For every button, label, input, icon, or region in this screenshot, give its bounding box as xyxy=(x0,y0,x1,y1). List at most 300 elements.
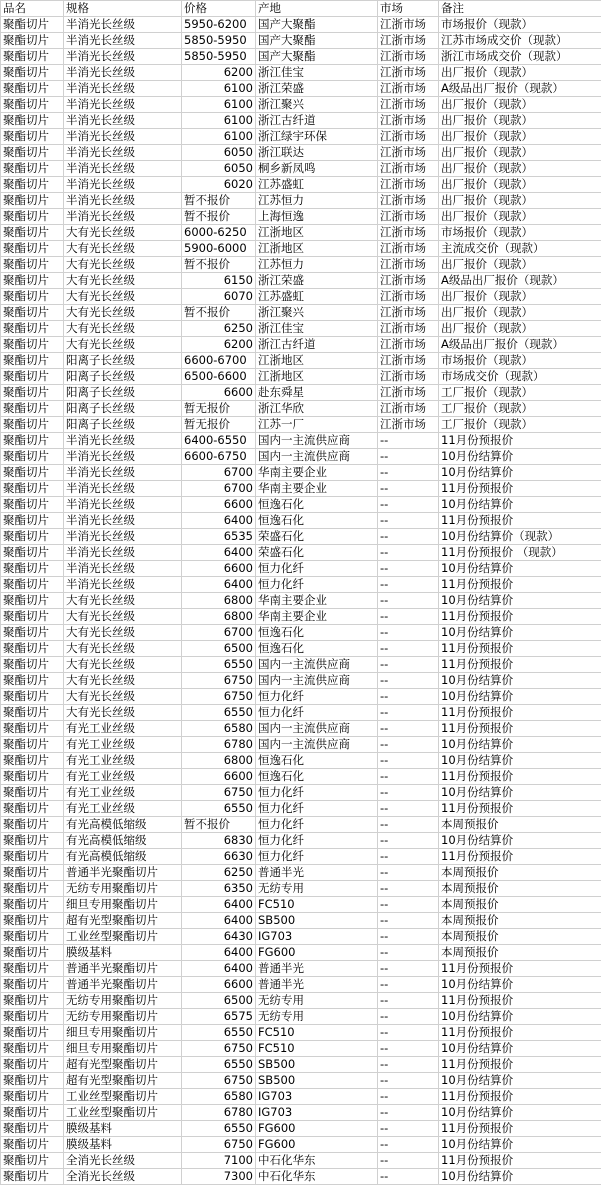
cell-price: 6600 xyxy=(182,769,256,785)
cell-product: 聚酯切片 xyxy=(1,689,64,705)
cell-origin: 江浙地区 xyxy=(256,353,378,369)
table-row xyxy=(1,17,601,33)
table-row xyxy=(1,657,601,673)
table-row xyxy=(1,625,601,641)
cell-spec: 半消光长丝级 xyxy=(64,161,182,177)
table-row xyxy=(1,673,601,689)
cell-price: 6400 xyxy=(182,513,256,529)
cell-product: 聚酯切片 xyxy=(1,81,64,97)
cell-origin: 无纺专用 xyxy=(256,993,378,1009)
cell-market: -- xyxy=(378,673,439,689)
table-row xyxy=(1,769,601,785)
cell-product: 聚酯切片 xyxy=(1,1041,64,1057)
cell-market: 江浙市场 xyxy=(378,49,439,65)
cell-price: 6430 xyxy=(182,929,256,945)
cell-market: -- xyxy=(378,1089,439,1105)
table-row xyxy=(1,785,601,801)
cell-spec: 半消光长丝级 xyxy=(64,193,182,209)
table-row xyxy=(1,929,601,945)
cell-remark: 10月份结算价 xyxy=(439,1009,601,1025)
table-row xyxy=(1,129,601,145)
cell-product: 聚酯切片 xyxy=(1,257,64,273)
cell-price: 6500 xyxy=(182,641,256,657)
table-row xyxy=(1,849,601,865)
table-row xyxy=(1,545,601,561)
cell-price: 6550 xyxy=(182,1057,256,1073)
cell-price: 6750 xyxy=(182,1041,256,1057)
cell-origin: 恒逸石化 xyxy=(256,497,378,513)
cell-spec: 半消光长丝级 xyxy=(64,49,182,65)
cell-remark: 10月份结算价 xyxy=(439,1105,601,1121)
cell-market: -- xyxy=(378,817,439,833)
cell-spec: 大有光长丝级 xyxy=(64,321,182,337)
cell-price: 6750 xyxy=(182,1137,256,1153)
cell-market: -- xyxy=(378,865,439,881)
cell-spec: 有光高模低缩级 xyxy=(64,817,182,833)
cell-product: 聚酯切片 xyxy=(1,385,64,401)
cell-price: 6100 xyxy=(182,81,256,97)
cell-spec: 大有光长丝级 xyxy=(64,241,182,257)
cell-price: 6575 xyxy=(182,1009,256,1025)
cell-price: 6400 xyxy=(182,913,256,929)
cell-market: -- xyxy=(378,753,439,769)
cell-remark: 出厂报价（现款） xyxy=(439,113,601,129)
cell-market: -- xyxy=(378,433,439,449)
cell-origin: 普通半光 xyxy=(256,977,378,993)
cell-product: 聚酯切片 xyxy=(1,545,64,561)
cell-origin: 浙江佳宝 xyxy=(256,321,378,337)
cell-market: -- xyxy=(378,785,439,801)
cell-price: 6750 xyxy=(182,785,256,801)
cell-market: -- xyxy=(378,577,439,593)
cell-market: -- xyxy=(378,801,439,817)
cell-product: 聚酯切片 xyxy=(1,833,64,849)
cell-price: 5850-5950 xyxy=(182,33,256,49)
cell-price: 6400 xyxy=(182,897,256,913)
cell-spec: 有光工业丝级 xyxy=(64,737,182,753)
cell-price: 暂不报价 xyxy=(182,209,256,225)
cell-spec: 大有光长丝级 xyxy=(64,289,182,305)
cell-market: -- xyxy=(378,1121,439,1137)
cell-spec: 半消光长丝级 xyxy=(64,129,182,145)
cell-remark: 工厂报价（现款） xyxy=(439,401,601,417)
cell-price: 6700 xyxy=(182,481,256,497)
cell-price: 6100 xyxy=(182,97,256,113)
cell-spec: 有光工业丝级 xyxy=(64,753,182,769)
cell-market: 江浙市场 xyxy=(378,33,439,49)
cell-price: 6800 xyxy=(182,593,256,609)
cell-market: -- xyxy=(378,641,439,657)
cell-remark: 10月份结算价 xyxy=(439,833,601,849)
cell-product: 聚酯切片 xyxy=(1,17,64,33)
cell-remark: 10月份结算价 xyxy=(439,561,601,577)
cell-product: 聚酯切片 xyxy=(1,497,64,513)
cell-origin: 恒力化纤 xyxy=(256,577,378,593)
cell-remark: 11月份预报价 xyxy=(439,481,601,497)
cell-price: 6100 xyxy=(182,113,256,129)
cell-market: -- xyxy=(378,1025,439,1041)
cell-remark: 10月份结算价 xyxy=(439,977,601,993)
cell-spec: 大有光长丝级 xyxy=(64,625,182,641)
cell-origin: 华南主要企业 xyxy=(256,593,378,609)
cell-price: 7100 xyxy=(182,1153,256,1169)
cell-price: 6250 xyxy=(182,321,256,337)
cell-spec: 普通半光聚酯切片 xyxy=(64,961,182,977)
cell-origin: FG600 xyxy=(256,1121,378,1137)
cell-remark: 11月份预报价 xyxy=(439,769,601,785)
cell-spec: 半消光长丝级 xyxy=(64,97,182,113)
cell-remark: 出厂报价（现款） xyxy=(439,145,601,161)
cell-spec: 工业丝型聚酯切片 xyxy=(64,1105,182,1121)
cell-origin: 国内一主流供应商 xyxy=(256,433,378,449)
table-row xyxy=(1,145,601,161)
cell-market: -- xyxy=(378,849,439,865)
cell-price: 6600 xyxy=(182,561,256,577)
cell-product: 聚酯切片 xyxy=(1,785,64,801)
table-row xyxy=(1,81,601,97)
cell-product: 聚酯切片 xyxy=(1,401,64,417)
cell-origin: 恒逸石化 xyxy=(256,641,378,657)
cell-spec: 大有光长丝级 xyxy=(64,257,182,273)
cell-remark: 11月份预报价 xyxy=(439,705,601,721)
table-row xyxy=(1,481,601,497)
cell-origin: IG703 xyxy=(256,1089,378,1105)
table-row xyxy=(1,1105,601,1121)
cell-product: 聚酯切片 xyxy=(1,593,64,609)
cell-origin: 江苏恒力 xyxy=(256,257,378,273)
cell-origin: 国产大聚酯 xyxy=(256,17,378,33)
cell-remark: 工厂报价（现款） xyxy=(439,417,601,433)
cell-spec: 超有光型聚酯切片 xyxy=(64,913,182,929)
cell-origin: SB500 xyxy=(256,913,378,929)
cell-origin: 华南主要企业 xyxy=(256,465,378,481)
cell-remark: 市场报价（现款） xyxy=(439,17,601,33)
cell-product: 聚酯切片 xyxy=(1,817,64,833)
cell-origin: IG703 xyxy=(256,1105,378,1121)
cell-price: 5850-5950 xyxy=(182,49,256,65)
cell-product: 聚酯切片 xyxy=(1,449,64,465)
cell-spec: 细旦专用聚酯切片 xyxy=(64,897,182,913)
cell-spec: 有光工业丝级 xyxy=(64,769,182,785)
cell-spec: 半消光长丝级 xyxy=(64,145,182,161)
cell-origin: 浙江古纤道 xyxy=(256,337,378,353)
cell-origin: 浙江古纤道 xyxy=(256,113,378,129)
cell-remark: 本周预报价 xyxy=(439,929,601,945)
table-row xyxy=(1,177,601,193)
cell-product: 聚酯切片 xyxy=(1,337,64,353)
cell-market: -- xyxy=(378,929,439,945)
cell-product: 聚酯切片 xyxy=(1,1089,64,1105)
cell-product: 聚酯切片 xyxy=(1,273,64,289)
table-row xyxy=(1,401,601,417)
cell-price: 6550 xyxy=(182,705,256,721)
cell-product: 聚酯切片 xyxy=(1,625,64,641)
cell-spec: 阳离子长丝级 xyxy=(64,385,182,401)
cell-spec: 半消光长丝级 xyxy=(64,465,182,481)
cell-price: 6400 xyxy=(182,945,256,961)
cell-market: 江浙市场 xyxy=(378,337,439,353)
table-row xyxy=(1,1153,601,1169)
cell-origin: 浙江华欣 xyxy=(256,401,378,417)
cell-product: 聚酯切片 xyxy=(1,913,64,929)
table-row xyxy=(1,225,601,241)
cell-origin: FG600 xyxy=(256,1137,378,1153)
table-row xyxy=(1,577,601,593)
cell-price: 6400-6550 xyxy=(182,433,256,449)
table-row xyxy=(1,561,601,577)
cell-origin: 恒力化纤 xyxy=(256,689,378,705)
cell-spec: 大有光长丝级 xyxy=(64,273,182,289)
cell-market: -- xyxy=(378,1169,439,1185)
cell-remark: 10月份结算价 xyxy=(439,1041,601,1057)
cell-market: -- xyxy=(378,721,439,737)
cell-remark: 江苏市场成交价（现款） xyxy=(439,33,601,49)
table-row xyxy=(1,1073,601,1089)
cell-remark: A级品出厂报价（现款） xyxy=(439,81,601,97)
cell-market: -- xyxy=(378,609,439,625)
cell-product: 聚酯切片 xyxy=(1,513,64,529)
table-row xyxy=(1,593,601,609)
cell-origin: 恒逸石化 xyxy=(256,753,378,769)
cell-remark: 市场报价（现款） xyxy=(439,225,601,241)
cell-spec: 有光工业丝级 xyxy=(64,785,182,801)
cell-remark: 10月份结算价 xyxy=(439,497,601,513)
cell-price: 6800 xyxy=(182,753,256,769)
cell-remark: 11月份预报价 xyxy=(439,721,601,737)
cell-product: 聚酯切片 xyxy=(1,977,64,993)
cell-product: 聚酯切片 xyxy=(1,305,64,321)
cell-spec: 大有光长丝级 xyxy=(64,305,182,321)
cell-product: 聚酯切片 xyxy=(1,1137,64,1153)
table-row xyxy=(1,897,601,913)
cell-spec: 工业丝型聚酯切片 xyxy=(64,1089,182,1105)
header-price: 价格 xyxy=(182,1,256,17)
cell-remark: 11月份预报价 xyxy=(439,849,601,865)
cell-spec: 半消光长丝级 xyxy=(64,177,182,193)
cell-spec: 半消光长丝级 xyxy=(64,529,182,545)
cell-remark: 主流成交价（现款） xyxy=(439,241,601,257)
cell-origin: 恒逸石化 xyxy=(256,769,378,785)
cell-remark: A级品出厂报价（现款） xyxy=(439,273,601,289)
cell-origin: FC510 xyxy=(256,1041,378,1057)
cell-market: -- xyxy=(378,769,439,785)
cell-origin: 国内一主流供应商 xyxy=(256,657,378,673)
cell-spec: 半消光长丝级 xyxy=(64,513,182,529)
cell-origin: 荣盛石化 xyxy=(256,545,378,561)
table-row xyxy=(1,33,601,49)
header-origin: 产地 xyxy=(256,1,378,17)
cell-price: 6050 xyxy=(182,145,256,161)
cell-price: 6400 xyxy=(182,577,256,593)
cell-spec: 有光高模低缩级 xyxy=(64,833,182,849)
cell-market: -- xyxy=(378,1057,439,1073)
cell-product: 聚酯切片 xyxy=(1,657,64,673)
cell-market: -- xyxy=(378,657,439,673)
table-row xyxy=(1,161,601,177)
cell-spec: 半消光长丝级 xyxy=(64,17,182,33)
cell-spec: 有光工业丝级 xyxy=(64,801,182,817)
cell-price: 6580 xyxy=(182,1089,256,1105)
cell-remark: 工厂报价（现款） xyxy=(439,385,601,401)
cell-origin: 国内一主流供应商 xyxy=(256,721,378,737)
cell-product: 聚酯切片 xyxy=(1,433,64,449)
cell-price: 6550 xyxy=(182,801,256,817)
cell-product: 聚酯切片 xyxy=(1,417,64,433)
cell-price: 6000-6250 xyxy=(182,225,256,241)
cell-product: 聚酯切片 xyxy=(1,177,64,193)
cell-product: 聚酯切片 xyxy=(1,65,64,81)
cell-price: 6750 xyxy=(182,689,256,705)
cell-price: 6630 xyxy=(182,849,256,865)
cell-origin: 恒力化纤 xyxy=(256,817,378,833)
cell-origin: 浙江聚兴 xyxy=(256,97,378,113)
cell-price: 6050 xyxy=(182,161,256,177)
cell-price: 6250 xyxy=(182,865,256,881)
cell-spec: 阳离子长丝级 xyxy=(64,417,182,433)
cell-price: 6580 xyxy=(182,721,256,737)
table-row xyxy=(1,833,601,849)
cell-product: 聚酯切片 xyxy=(1,353,64,369)
table-row xyxy=(1,641,601,657)
cell-product: 聚酯切片 xyxy=(1,929,64,945)
cell-market: -- xyxy=(378,961,439,977)
cell-price: 6600 xyxy=(182,977,256,993)
cell-remark: 浙江市场成交价（现款） xyxy=(439,49,601,65)
cell-origin: 中石化华东 xyxy=(256,1153,378,1169)
cell-market: -- xyxy=(378,913,439,929)
table-row xyxy=(1,913,601,929)
cell-market: -- xyxy=(378,881,439,897)
table-row xyxy=(1,369,601,385)
cell-market: 江浙市场 xyxy=(378,193,439,209)
cell-remark: 本周预报价 xyxy=(439,897,601,913)
cell-origin: SB500 xyxy=(256,1073,378,1089)
table-row xyxy=(1,881,601,897)
cell-product: 聚酯切片 xyxy=(1,993,64,1009)
cell-product: 聚酯切片 xyxy=(1,897,64,913)
cell-origin: 江苏盛虹 xyxy=(256,177,378,193)
header-remark: 备注 xyxy=(439,1,601,17)
cell-product: 聚酯切片 xyxy=(1,193,64,209)
cell-spec: 半消光长丝级 xyxy=(64,449,182,465)
cell-price: 6100 xyxy=(182,129,256,145)
cell-spec: 有光高模低缩级 xyxy=(64,849,182,865)
cell-market: -- xyxy=(378,833,439,849)
cell-spec: 无纺专用聚酯切片 xyxy=(64,881,182,897)
cell-origin: 国产大聚酯 xyxy=(256,33,378,49)
cell-product: 聚酯切片 xyxy=(1,721,64,737)
cell-product: 聚酯切片 xyxy=(1,641,64,657)
cell-price: 6600-6700 xyxy=(182,353,256,369)
table-row xyxy=(1,1137,601,1153)
cell-remark: 出厂报价（现款） xyxy=(439,161,601,177)
cell-remark: A级品出厂报价（现款） xyxy=(439,337,601,353)
cell-origin: FG600 xyxy=(256,945,378,961)
cell-origin: 荣盛石化 xyxy=(256,529,378,545)
cell-product: 聚酯切片 xyxy=(1,577,64,593)
cell-remark: 10月份结算价 xyxy=(439,465,601,481)
cell-market: 江浙市场 xyxy=(378,145,439,161)
cell-origin: 普通半光 xyxy=(256,961,378,977)
cell-origin: FC510 xyxy=(256,1025,378,1041)
cell-market: 江浙市场 xyxy=(378,241,439,257)
table-row xyxy=(1,865,601,881)
table-row xyxy=(1,945,601,961)
table-row xyxy=(1,257,601,273)
cell-product: 聚酯切片 xyxy=(1,1169,64,1185)
cell-remark: 11月份预报价 （现款） xyxy=(439,545,601,561)
cell-market: -- xyxy=(378,529,439,545)
cell-price: 6600 xyxy=(182,497,256,513)
table-row xyxy=(1,449,601,465)
cell-market: 江浙市场 xyxy=(378,97,439,113)
cell-price: 6150 xyxy=(182,273,256,289)
cell-spec: 大有光长丝级 xyxy=(64,689,182,705)
table-row xyxy=(1,353,601,369)
cell-spec: 半消光长丝级 xyxy=(64,545,182,561)
cell-product: 聚酯切片 xyxy=(1,849,64,865)
cell-remark: 出厂报价（现款） xyxy=(439,65,601,81)
cell-origin: 江浙地区 xyxy=(256,241,378,257)
cell-remark: 出厂报价（现款） xyxy=(439,193,601,209)
cell-market: -- xyxy=(378,977,439,993)
cell-market: 江浙市场 xyxy=(378,369,439,385)
table-row xyxy=(1,513,601,529)
cell-spec: 超有光型聚酯切片 xyxy=(64,1057,182,1073)
cell-product: 聚酯切片 xyxy=(1,1153,64,1169)
cell-product: 聚酯切片 xyxy=(1,945,64,961)
cell-spec: 无纺专用聚酯切片 xyxy=(64,993,182,1009)
cell-origin: 恒逸石化 xyxy=(256,513,378,529)
cell-product: 聚酯切片 xyxy=(1,801,64,817)
cell-product: 聚酯切片 xyxy=(1,753,64,769)
cell-origin: 国内一主流供应商 xyxy=(256,737,378,753)
cell-spec: 半消光长丝级 xyxy=(64,497,182,513)
cell-spec: 膜级基料 xyxy=(64,1137,182,1153)
table-row xyxy=(1,1169,601,1185)
cell-product: 聚酯切片 xyxy=(1,161,64,177)
cell-origin: 恒力化纤 xyxy=(256,785,378,801)
cell-remark: 10月份结算价 xyxy=(439,1073,601,1089)
cell-market: -- xyxy=(378,689,439,705)
cell-origin: 华南主要企业 xyxy=(256,481,378,497)
cell-price: 6200 xyxy=(182,337,256,353)
cell-remark: 10月份结算价 xyxy=(439,1169,601,1185)
cell-spec: 普通半光聚酯切片 xyxy=(64,977,182,993)
cell-remark: 本周预报价 xyxy=(439,913,601,929)
cell-origin: 江苏恒力 xyxy=(256,193,378,209)
cell-price: 6780 xyxy=(182,1105,256,1121)
cell-spec: 全消光长丝级 xyxy=(64,1153,182,1169)
cell-product: 聚酯切片 xyxy=(1,369,64,385)
cell-price: 6600-6750 xyxy=(182,449,256,465)
cell-market: -- xyxy=(378,705,439,721)
table-row xyxy=(1,961,601,977)
cell-origin: 浙江绿宇环保 xyxy=(256,129,378,145)
cell-product: 聚酯切片 xyxy=(1,129,64,145)
cell-price: 6750 xyxy=(182,673,256,689)
cell-product: 聚酯切片 xyxy=(1,881,64,897)
table-row xyxy=(1,305,601,321)
table-row xyxy=(1,433,601,449)
cell-remark: 10月份结算价 xyxy=(439,753,601,769)
cell-origin: 恒力化纤 xyxy=(256,561,378,577)
table-row xyxy=(1,1009,601,1025)
table-row xyxy=(1,689,601,705)
header-spec: 规格 xyxy=(64,1,182,17)
cell-market: 江浙市场 xyxy=(378,177,439,193)
cell-spec: 半消光长丝级 xyxy=(64,561,182,577)
